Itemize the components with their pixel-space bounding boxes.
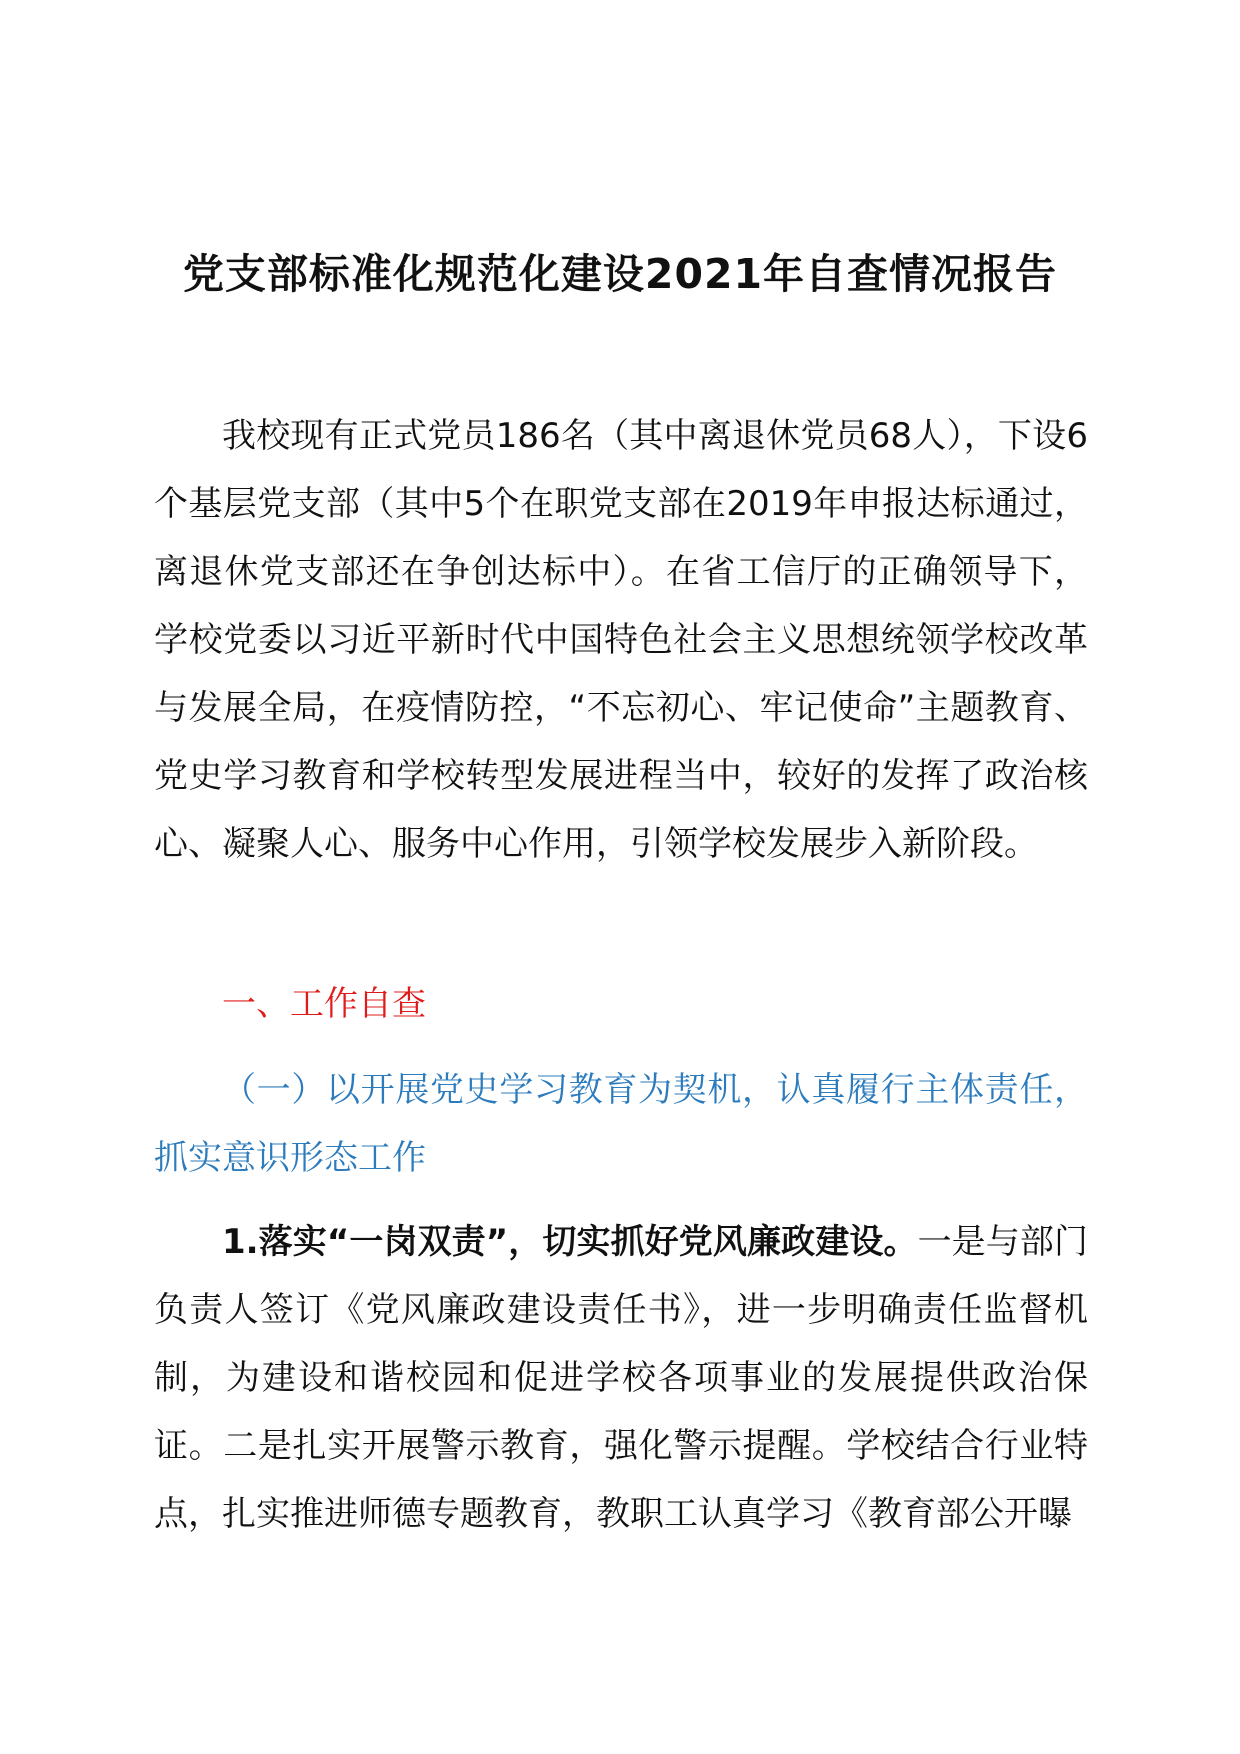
subsection-heading: （一）以开展党史学习教育为契机，认真履行主体责任，抓实意识形态工作 [154, 1070, 1088, 1178]
item-lead: 1.落实“一岗双责”，切实抓好党风廉政建设。 [222, 1222, 918, 1262]
section-heading: 一、工作自查 [222, 984, 426, 1024]
intro-paragraph: 我校现有正式党员186名（其中离退休党员68人），下设6个基层党支部（其中5个在职党支部在2019年申报达标通过，离退休党支部还在争创达标中）。在省工信厅的正确领导下，学校党委以习近平新时代中国特色社会主义思想统领学校改革与发展全局，在疫情防控，“不忘初心、牢记使命”主题教育、党史学习教育和学校转型发展进程当中，较好的发挥了政治核心、凝聚人心、服务中心作用，引领学校发展步入新阶段。 [154, 416, 1088, 864]
item-text: 一是与部门负责人签订《党风廉政建设责任书》，进一步明确责任监督机制，为建设和谐校园和促进学校各项事业的发展提供政治保证。二是扎实开展警示教育，强化警示提醒。学校结合行业特点，扎实推进师德专题教育，教职工认真学习《教育部公开曝 [154, 1222, 1088, 1534]
document-title: 党支部标准化规范化建设2021年自查情况报告 [182, 250, 1058, 298]
item-paragraph [154, 1208, 1088, 1548]
